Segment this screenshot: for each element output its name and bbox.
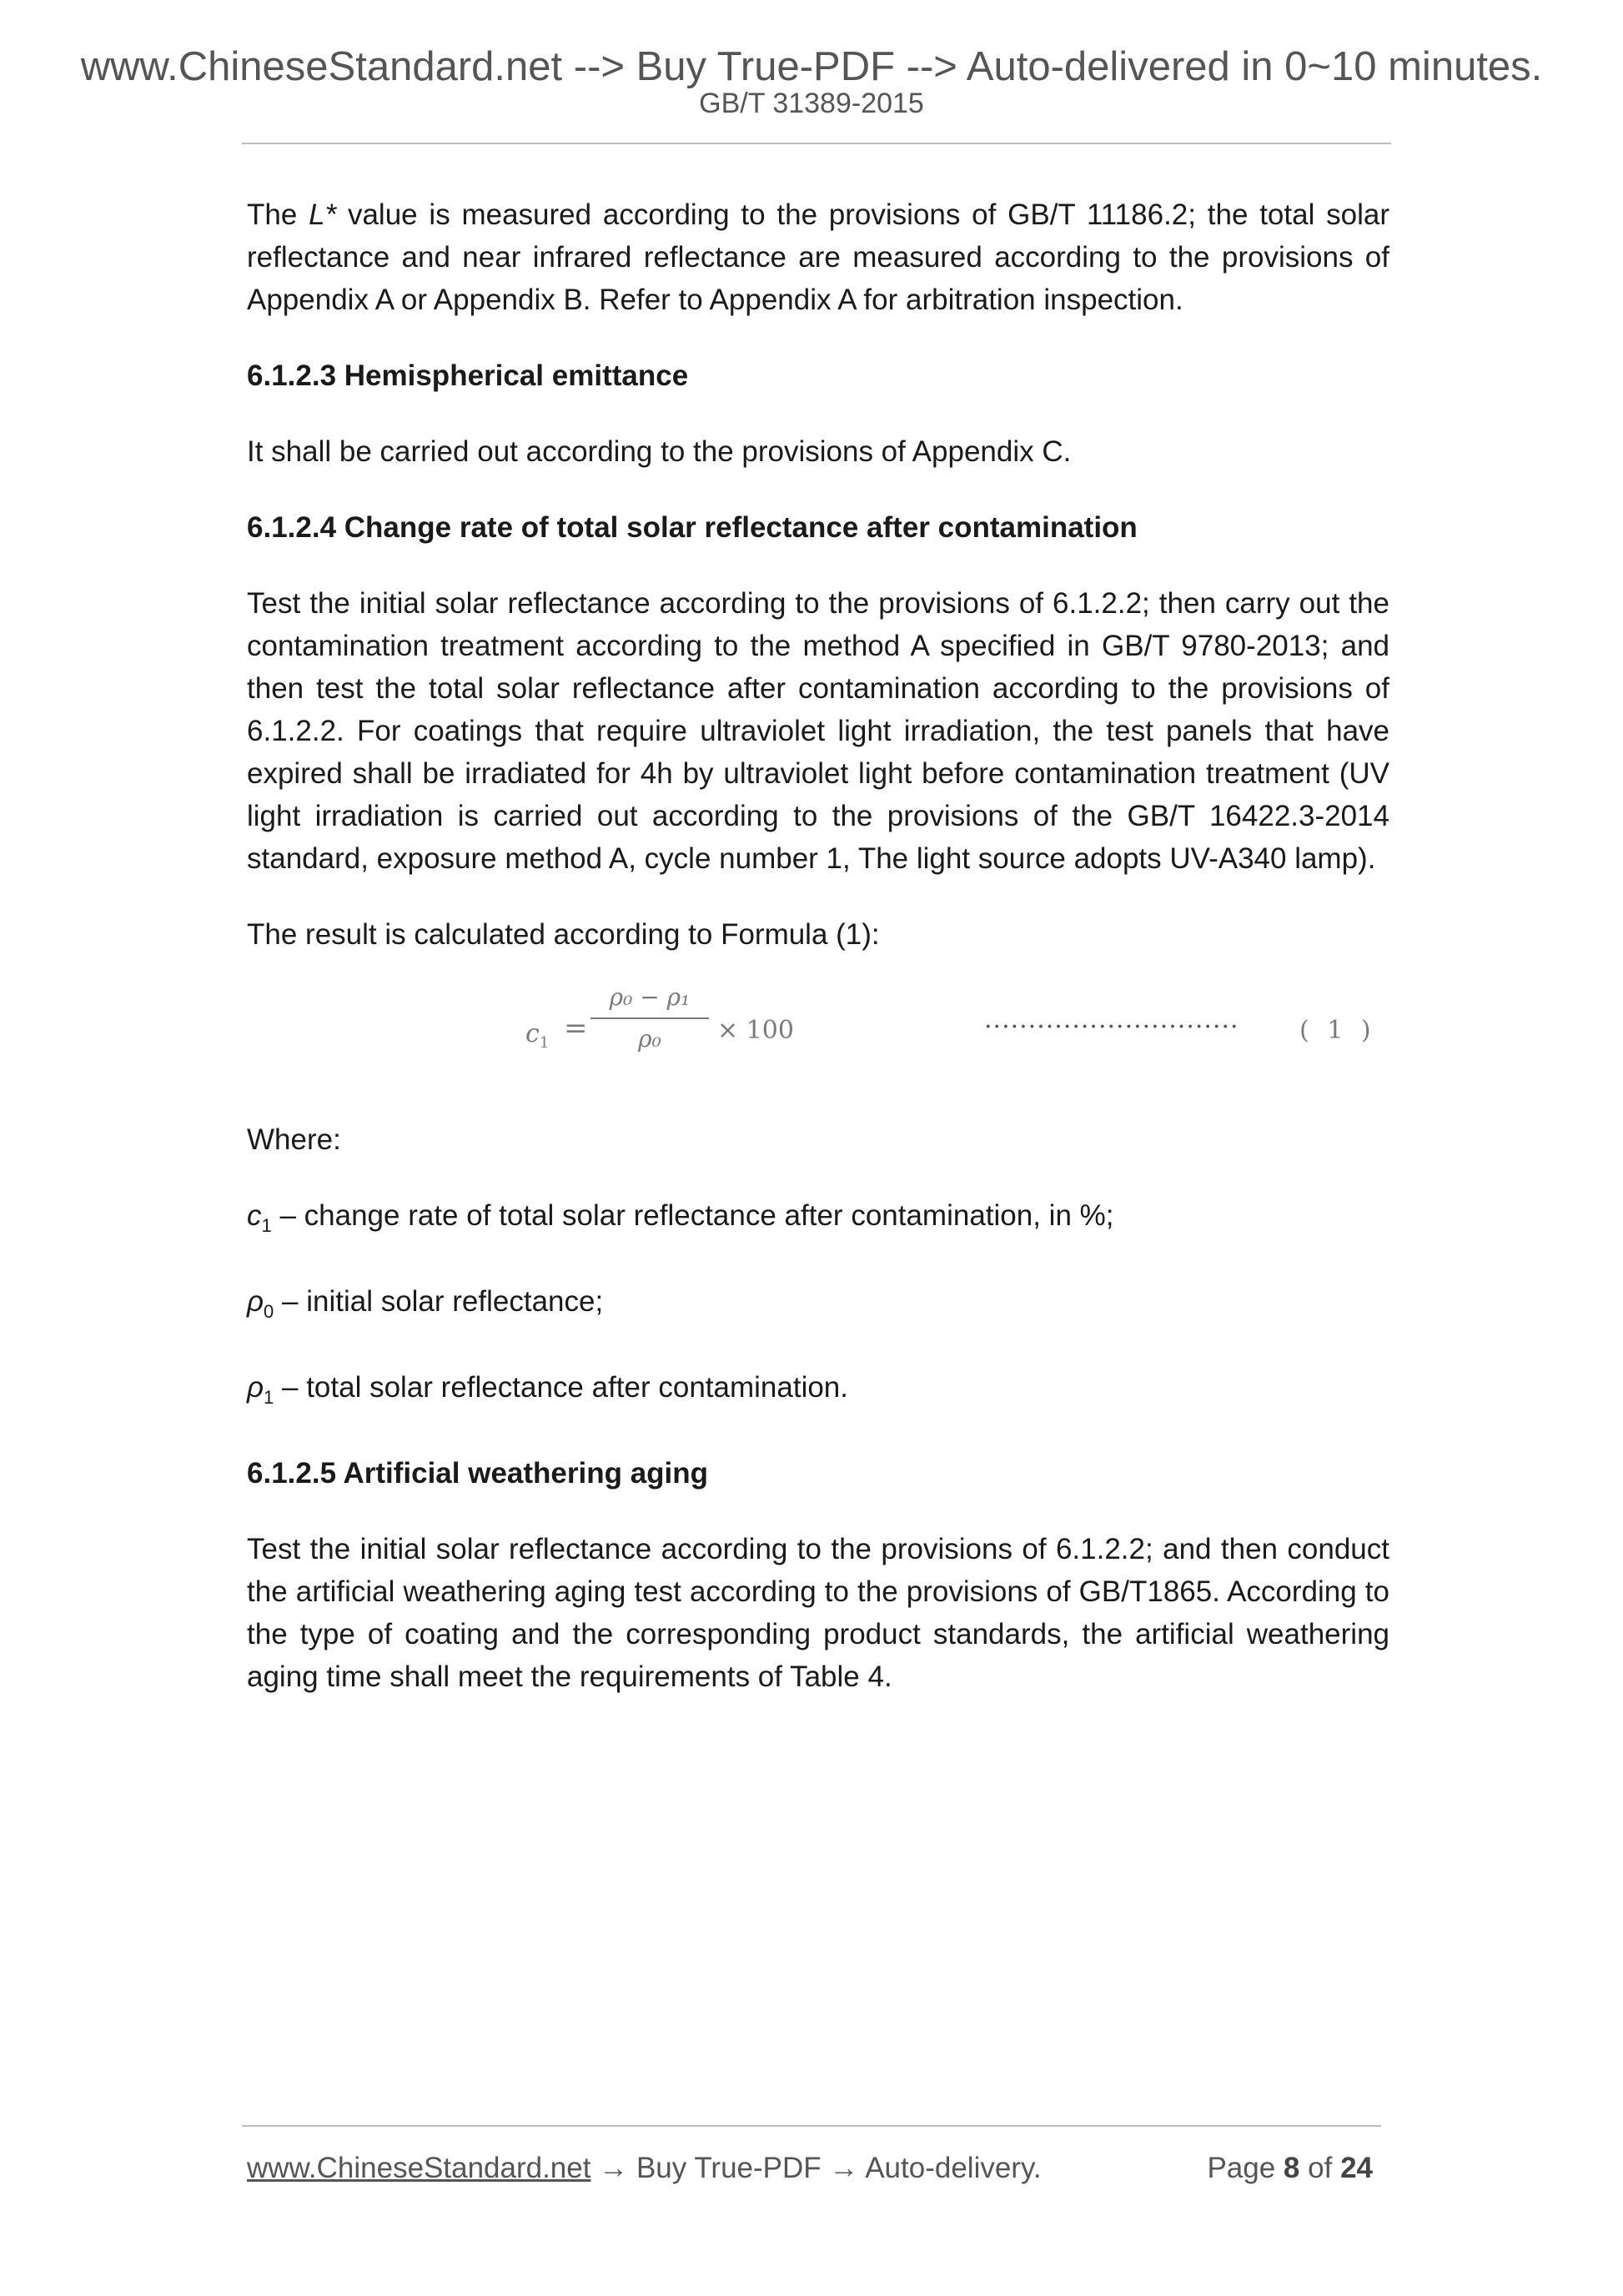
var-c1-desc: – change rate of total solar reflectance after contamination, in %;	[271, 1199, 1114, 1232]
standard-code: GB/T 31389-2015	[699, 88, 924, 119]
var-rho0-desc: – initial solar reflectance;	[274, 1285, 604, 1318]
header-banner: www.ChineseStandard.net --> Buy True-PDF --> Auto-delivered in 0~10 minutes.	[80, 44, 1543, 89]
var-rho0-subscript: 0	[264, 1301, 274, 1322]
formula-denominator: ρ₀	[638, 1025, 661, 1053]
var-rho0-symbol: ρ	[247, 1285, 264, 1318]
formula-fraction	[587, 981, 712, 1056]
page-body	[247, 193, 1389, 1731]
var-c1	[247, 1194, 1389, 1247]
total-pages: 24	[1340, 2152, 1373, 2184]
intro-text-end: value is measured according to the provisions of GB/T 11186.2; the total solar reflectance and near infrared reflectance are measured according to the provisions of Appendix A or Appendix B. Refer to Appendix A for arbitration inspection.	[247, 198, 1389, 316]
footer-site-link[interactable]: www.ChineseStandard.net	[247, 2152, 591, 2184]
var-c1-subscript: 1	[261, 1215, 272, 1236]
formula-lhs-subscript: 1	[539, 1034, 550, 1052]
formula-1	[247, 983, 1389, 1093]
var-rho1-subscript: 1	[264, 1387, 274, 1408]
text-6-1-2-5: Test the initial solar reflectance according to the provisions of 6.1.2.2; and then conduct the artificial weathering aging test according to the provisions of GB/T1865. According to the type of coating and the corresponding product standards, the artificial weathering aging time shall meet the requirements of Table 4.	[247, 1533, 1389, 1693]
heading-6-1-2-3: 6.1.2.3 Hemispherical emittance	[247, 359, 689, 392]
formula-lhs	[525, 1012, 549, 1064]
intro-paragraph	[247, 193, 1389, 321]
formula-lhs-symbol: c	[525, 1019, 540, 1048]
fraction-bar	[590, 1017, 709, 1019]
formula-multiplier: × 100	[717, 1016, 794, 1045]
var-rho1-desc: – total solar reflectance after contamination.	[274, 1371, 849, 1404]
var-c1-symbol: c	[247, 1199, 262, 1232]
intro-text-start: The	[247, 198, 309, 231]
arrow-right-icon: →	[829, 2152, 859, 2184]
header-divider	[242, 143, 1391, 144]
formula-number: ( 1 )	[1299, 1016, 1376, 1045]
footer-buy-text: Buy True-PDF	[636, 2152, 822, 2184]
var-rho1-symbol: ρ	[247, 1371, 264, 1404]
heading-6-1-2-5: 6.1.2.5 Artificial weathering aging	[247, 1457, 709, 1490]
formula-equals: =	[564, 1012, 588, 1045]
var-rho1	[247, 1366, 1389, 1419]
text-6-1-2-4: Test the initial solar reflectance according to the provisions of 6.1.2.2; then carry out the contamination treatment according to the method A specified in GB/T 9780-2013; and then test the total solar reflectance after contamination according to the provisions of 6.1.2.2. For coatings that require ultraviolet light irradiation, the test panels that have expired shall be irradiated for 4h by ultraviolet light before contamination treatment (UV light irradiation is carried out according to the provisions of the GB/T 16422.3-2014 standard, exposure method A, cycle number 1, The light source adopts UV-A340 lamp).	[247, 587, 1389, 875]
footer-left	[247, 2150, 1042, 2187]
formula-leader-dots: ·····························	[984, 1012, 1239, 1042]
of-label: of	[1308, 2152, 1333, 2184]
page-number: 8	[1283, 2152, 1300, 2184]
page-indicator	[1207, 2150, 1373, 2187]
footer-divider	[242, 2125, 1381, 2127]
text-6-1-2-3: It shall be carried out according to the provisions of Appendix C.	[247, 435, 1072, 468]
formula-numerator: ρ₀ − ρ₁	[609, 983, 691, 1011]
heading-6-1-2-4: 6.1.2.4 Change rate of total solar reflectance after contamination	[247, 511, 1138, 544]
footer-delivery-text: Auto-delivery.	[865, 2152, 1042, 2184]
where-label: Where:	[247, 1123, 341, 1156]
formula-intro: The result is calculated according to Formula (1):	[247, 918, 880, 951]
l-star-variable: L*	[309, 198, 337, 231]
var-rho0	[247, 1280, 1389, 1333]
page-label: Page	[1207, 2152, 1276, 2184]
arrow-right-icon: →	[599, 2152, 629, 2184]
